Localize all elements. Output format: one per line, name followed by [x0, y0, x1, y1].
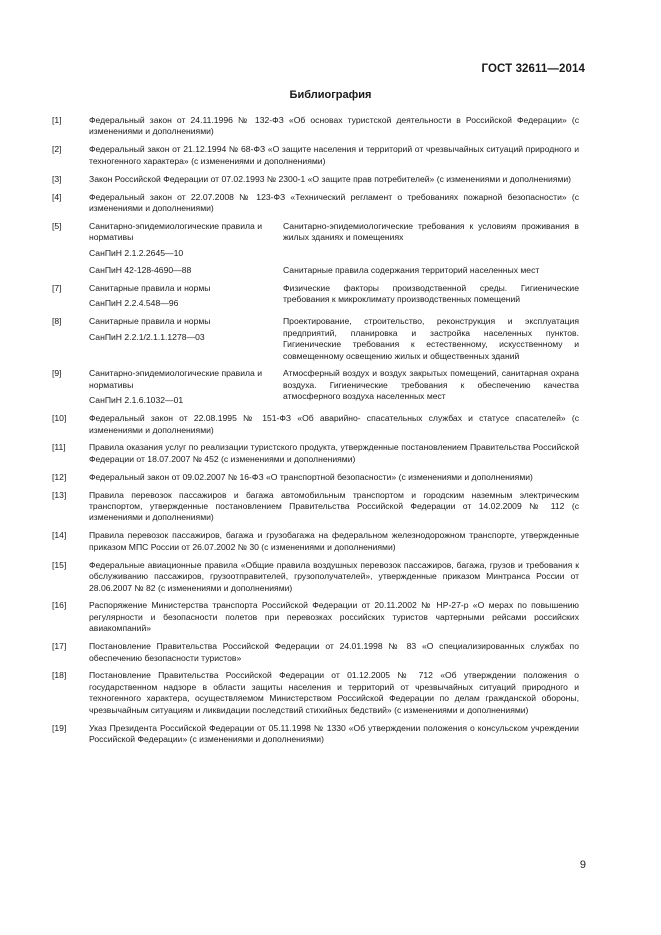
entry-text: Федеральный закон от 24.11.1996 № 132-ФЗ «Об основах туристской деятельности в Российской Федерации» (с изменениями и дополнениями) [89, 115, 579, 137]
entry-text: Федеральный закон от 22.08.1995 № 151-ФЗ «Об аварийно- спасательных службах и статусе спасателей» (с изменениями и дополнениями) [89, 413, 579, 435]
entry-number: [13] [52, 489, 67, 500]
entry-text: Постановление Правительства Российской Федерации от 01.12.2005 № 712 «Об утверждении положения о государственном надзоре в области защиты населения и территорий от чрезвычайных ситуаций природного и техногенного характера, осуществляемом Министерством Российской Федерации по делам гражданской обороны, чрезвычайным ситуациям и ликвидации последствий стихийных бедствий» (с изменениями и дополнениями) [89, 670, 579, 715]
doc-code: СанПиН 2.1.6.1032—01 [89, 395, 184, 406]
doc-title: Проектирование, строительство, реконструкция и эксплуатация предприятий, планировка и застройка населенных пунктов. Гигиенические требования к естественному, искусственному и совмещенному освещению жилых и общественных зданий [283, 316, 579, 361]
entry-text: Указ Президента Российской Федерации от 05.11.1998 № 1330 «Об утверждении положения о консульском учреждении Российской Федерации» (с изменениями и дополнениями) [89, 722, 579, 744]
bibliography-entry [52, 560, 579, 594]
bibliography-entry [52, 670, 579, 716]
entry-text: Правила оказания услуг по реализации туристского продукта, утвержденные постановлением Правительства Российской Федерации от 18.07.2007 № 452 (с изменениями и дополнениями) [89, 442, 579, 464]
bibliography-entry [52, 600, 579, 634]
doc-type: Санитарно-эпидемиологические правила и нормативы [89, 220, 263, 243]
entry-text: Распоряжение Министерства транспорта Российской Федерации от 20.11.2002 № НР-27-р «О мерах по повышению регулярности и безопасности полетов при перевозках российских туристов чартерными рейсами российских авиакомпаний» [89, 600, 579, 634]
doc-code: СанПиН 2.1.2.2645—10 [89, 247, 184, 258]
entry-number: [18] [52, 670, 67, 681]
entry-number: [10] [52, 413, 67, 424]
entry-text: Правила перевозок пассажиров, багажа и грузобагажа на федеральном железнодорожном транспорте, утвержденные приказом МПС России от 26.07.2002 № 30 (с изменениями и дополнениями) [89, 530, 579, 552]
doc-title: Физические факторы производственной среды. Гигиенические требования к микроклимату производственных помещений [283, 282, 579, 305]
bibliography-entry [52, 283, 579, 310]
entry-text: Федеральный закон от 21.12.1994 № 68-ФЗ «О защите населения и территорий от чрезвычайных ситуаций природного и техногенного характера» (с изменениями и дополнениями) [89, 144, 579, 166]
entry-number: [11] [52, 442, 66, 453]
doc-title: Санитарные правила содержания территорий населенных мест [283, 265, 540, 276]
bibliography-entry [52, 413, 579, 436]
bibliography-entry [52, 530, 579, 553]
doc-code: СанПиН 2.2.4.548—96 [89, 298, 179, 309]
entry-number: [4] [52, 191, 62, 202]
entry-text: Федеральный закон от 09.02.2007 № 16-ФЗ «О транспортной безопасности» (с изменениями и дополнениями) [89, 471, 533, 482]
doc-title: Атмосферный воздух и воздух закрытых помещений, санитарная охрана воздуха. Гигиенические требования к обеспечению качества атмосферного воздуха населенных мест [283, 368, 579, 402]
entry-number: [17] [52, 641, 67, 652]
entry-number: [14] [52, 530, 67, 541]
bibliography-entry [52, 641, 579, 664]
bibliography-entry [52, 368, 579, 406]
doc-title: Санитарно-эпидемиологические требования к условиям проживания в жилых зданиях и помещениях [283, 220, 579, 243]
bibliography-entry [52, 144, 579, 167]
bibliography-entry [52, 472, 579, 483]
entry-number: [12] [52, 471, 67, 482]
bibliography-entry [52, 316, 579, 362]
entry-number: [1] [52, 115, 62, 125]
entry-number: [9] [52, 368, 62, 379]
entry-number: [7] [52, 282, 62, 293]
bibliography-entry [52, 221, 579, 277]
entry-text: Закон Российской Федерации от 07.02.1993 № 2300-1 «О защите прав потребителей» (с изменениями и дополнениями) [89, 173, 572, 184]
doc-code: СанПиН 42-128-4690—88 [89, 265, 192, 276]
bibliography-entry [52, 115, 579, 138]
entry-text: Постановление Правительства Российской Федерации от 24.01.1998 № 83 «О специализированных службах по обеспечению безопасности туристов» [89, 641, 579, 663]
entry-text: Правила перевозок пассажиров и багажа автомобильным транспортом и городским наземным электрическим транспортом, утвержденные постановлением Правительства Российской Федерации от 14.02.2009 № 112 (с изменениями и дополнениями) [89, 489, 579, 523]
entry-text: Федеральный закон от 22.07.2008 № 123-ФЗ «Технический регламент о требованиях пожарной безопасности» (с изменениями и дополнениями) [89, 191, 579, 213]
bibliography-entry [52, 192, 579, 215]
bibliography-entry [52, 490, 579, 524]
bibliography-list [52, 115, 579, 752]
entry-number: [2] [52, 144, 62, 155]
bibliography-entry [52, 174, 579, 185]
entry-text: Федеральные авиационные правила «Общие правила воздушных перевозок пассажиров, багажа, грузов и требования к обслуживанию пассажиров, грузоотправителей, грузополучателей», утвержденные приказом Минтранса России от 28.06.2007 № 82 (с изменениями и дополнениями) [89, 559, 579, 593]
doc-type: Санитарно-эпидемиологические правила и нормативы [89, 368, 263, 390]
doc-type: Санитарные правила и нормы [89, 316, 211, 327]
entry-number: [15] [52, 559, 67, 570]
entry-number: [3] [52, 173, 62, 184]
entry-number: [8] [52, 316, 62, 327]
doc-type: Санитарные правила и нормы [89, 282, 211, 293]
bibliography-title: Библиография [289, 89, 372, 101]
entry-number: [19] [52, 722, 67, 733]
standard-code: ГОСТ 32611—2014 [481, 63, 585, 75]
entry-number: [16] [52, 600, 67, 611]
entry-number: [5] [52, 220, 62, 231]
bibliography-entry [52, 442, 579, 465]
page-number: 9 [579, 859, 586, 871]
doc-code: СанПиН 2.2.1/2.1.1.1278—03 [89, 331, 205, 342]
bibliography-entry [52, 723, 579, 746]
